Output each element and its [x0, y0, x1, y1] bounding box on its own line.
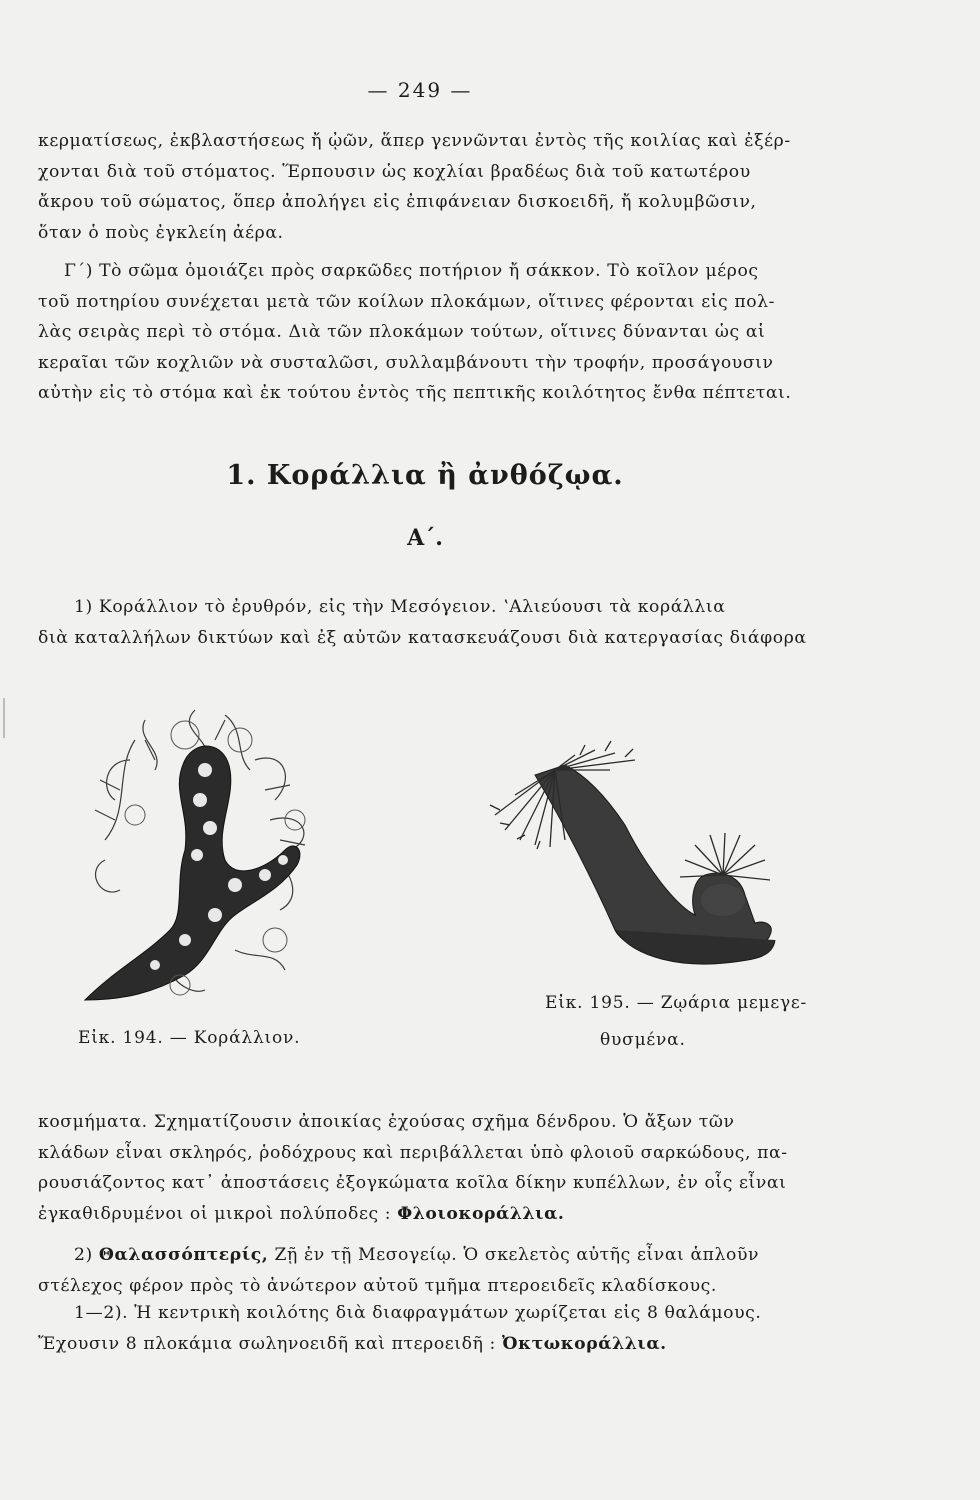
text-line: κεραῖαι τῶν κοχλιῶν νὰ συσταλῶσι, συλλαμβάνουτι τὴν τροφήν, προσάγουσιν [38, 352, 774, 373]
text-segment: ἐγκαθιδρυμένοι οἱ μικροὶ πολύποδες : [38, 1203, 392, 1224]
text-line: ὅταν ὁ ποὺς ἐγκλείη ἀέρα. [38, 222, 284, 243]
paragraph-3 [38, 592, 813, 653]
term-oktokorallia: Ὀκτωκοράλλια. [502, 1333, 667, 1354]
section-heading: 1. Κοράλλια ἢ ἀνθόζῳα. [226, 460, 624, 491]
text-line: αὐτὴν εἰς τὸ στόμα καὶ ἐκ τούτου ἐντὸς τῆς πεπτικῆς κοιλότητος ἔνθα πέπτεται. [38, 383, 792, 403]
text-line: χονται διὰ τοῦ στόματος. Ἕρπουσιν ὡς κοχλίαι βραδέως διὰ τοῦ κατωτέρου [38, 161, 751, 182]
paragraph-5 [38, 1240, 813, 1301]
text-segment: Ζῇ ἐν τῇ Μεσογείῳ. Ὁ σκελετὸς αὐτῆς εἶναι ἁπλοῦν [274, 1245, 760, 1265]
text-line: 1) Κοράλλιον τὸ ἐρυθρόν, εἰς τὴν Μεσόγειον. ʽΑλιεύουσι τὰ κοράλλια [74, 597, 726, 617]
text-line: κερματίσεως, ἐκβλαστήσεως ἤ ᾠῶν, ἅπερ γεννῶνται ἐντὸς τῆς κοιλίας καὶ ἐξέρ- [38, 131, 791, 151]
term-thalassopteris: Θαλασσόπτερίς, [98, 1245, 269, 1265]
paragraph-4 [38, 1107, 813, 1229]
paragraph-2 [38, 256, 813, 409]
text-line [38, 1240, 813, 1271]
text-line: Γ΄) Τὸ σῶμα ὁμοιάζει πρὸς σαρκῶδες ποτήριον ἤ σάκκον. Τὸ κοῖλον μέρος [64, 261, 759, 281]
figure-194-caption: Εἰκ. 194. — Κοράλλιον. [78, 1028, 301, 1048]
text-line: κοσμήματα. Σχηματίζουσιν ἀποικίας ἐχούσας σχῆμα δένδρου. Ὁ ἄξων τῶν [38, 1112, 735, 1132]
subsection-heading: Α΄. [407, 525, 443, 551]
figure-195-caption-line1: Εἰκ. 195. — Ζῳάρια μεμεγε- [545, 993, 808, 1013]
zooids-illustration [475, 735, 785, 975]
text-line: 1—2). Ἡ κεντρικὴ κοιλότης διὰ διαφραγμάτων χωρίζεται εἰς 8 θαλάμους. [74, 1303, 762, 1323]
text-line [38, 1199, 813, 1230]
text-line: λὰς σειρὰς περὶ τὸ στόμα. Διὰ τῶν πλοκάμων τούτων, οἵτινες δύνανται ὡς αἱ [38, 322, 766, 342]
text-segment: Ἔχουσιν 8 πλοκάμια σωληνοειδῆ καὶ πτεροειδῆ : [38, 1333, 496, 1354]
paragraph-1 [38, 126, 813, 248]
coral-illustration [75, 700, 335, 1010]
margin-mark [3, 698, 5, 738]
text-line: κλάδων εἶναι σκληρός, ῥοδόχρους καὶ περιβάλλεται ὑπὸ φλοιοῦ σαρκώδους, πα- [38, 1142, 788, 1163]
text-line [38, 1329, 813, 1360]
figure-195-caption-line2: θυσμένα. [600, 1030, 686, 1050]
term-phloiokorallia: Φλοιοκοράλλια. [397, 1203, 565, 1224]
text-line: στέλεχος φέρον πρὸς τὸ ἀνώτερον αὐτοῦ τμῆμα πτεροειδεῖς κλαδίσκους. [38, 1275, 717, 1296]
text-line: διὰ καταλλήλων δικτύων καὶ ἐξ αὐτῶν κατασκευάζουσι διὰ κατεργασίας διάφορα [38, 627, 807, 648]
paragraph-6 [38, 1298, 813, 1359]
text-line: τοῦ ποτηρίου συνέχεται μετὰ τῶν κοίλων πλοκάμων, οἵτινες φέρονται εἰς πολ- [38, 291, 776, 312]
text-segment: 2) [74, 1245, 93, 1265]
text-line: ἄκρου τοῦ σώματος, ὅπερ ἀπολήγει εἰς ἐπιφάνειαν δισκοειδῆ, ἤ κολυμβῶσιν, [38, 192, 757, 212]
page-number: — 249 — [367, 78, 473, 102]
text-line: ρουσιάζοντος κατ᾽ ἀποστάσεις ἐξογκώματα κοῖλα δίκην κυπέλλων, ἐν οἷς εἶναι [38, 1173, 787, 1193]
